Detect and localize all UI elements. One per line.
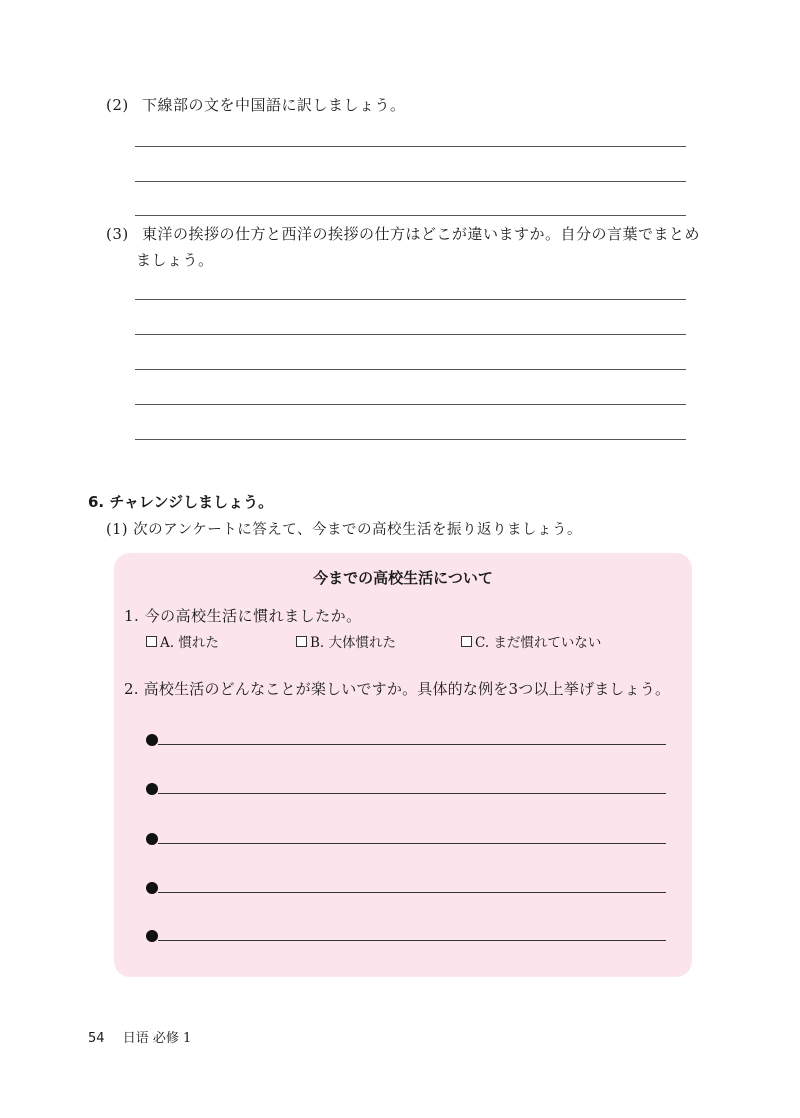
bullet-icon <box>146 734 158 746</box>
answer-bullet-4[interactable] <box>146 880 666 900</box>
answer-bullet-2[interactable] <box>146 781 666 801</box>
checkbox-c[interactable] <box>461 636 472 647</box>
survey-title: 今までの高校生活について <box>313 569 493 587</box>
answer-line[interactable] <box>135 369 686 370</box>
option-c[interactable] <box>461 631 601 651</box>
answer-line[interactable] <box>135 404 686 405</box>
question-2 <box>106 93 406 118</box>
answer-line[interactable] <box>135 299 686 300</box>
survey-question-2: 2. 高校生活のどんなことが楽しいですか。具体的な例を3つ以上挙げましょう。 <box>124 680 671 698</box>
bullet-icon <box>146 882 158 894</box>
survey-panel <box>114 553 692 977</box>
section-6-question-1: (1) 次のアンケートに答えて、今までの高校生活を振り返りましょう。 <box>106 522 582 538</box>
question-2-text: 下線部の文を中国語に訳しましょう。 <box>142 96 406 114</box>
option-a-label: A. 慣れた <box>160 635 219 651</box>
section-6-title: 6. チャレンジしましょう。 <box>88 493 274 511</box>
page-number: 54 <box>88 1031 105 1046</box>
question-3 <box>106 222 700 247</box>
option-a[interactable] <box>146 631 219 651</box>
page-footer <box>88 1027 191 1046</box>
option-b-label: B. 大体慣れた <box>310 635 397 651</box>
answer-line[interactable] <box>158 793 666 794</box>
option-c-label: C. まだ慣れていない <box>475 635 602 651</box>
answer-line[interactable] <box>158 843 666 844</box>
question-3-text-line1: 東洋の挨拶の仕方と西洋の挨拶の仕方はどこが違いますか。自分の言葉でまとめ <box>142 225 701 243</box>
checkbox-a[interactable] <box>146 636 157 647</box>
question-3-text-line2: ましょう。 <box>136 251 214 269</box>
answer-line[interactable] <box>135 181 686 182</box>
question-2-number: (2) <box>106 96 129 114</box>
option-b[interactable] <box>296 631 396 651</box>
answer-line[interactable] <box>135 439 686 440</box>
bullet-icon <box>146 930 158 942</box>
answer-line[interactable] <box>135 334 686 335</box>
checkbox-b[interactable] <box>296 636 307 647</box>
answer-bullet-1[interactable] <box>146 732 666 752</box>
survey-question-1: 1. 今の高校生活に慣れましたか。 <box>124 607 362 625</box>
answer-line[interactable] <box>135 215 686 216</box>
answer-line[interactable] <box>158 744 666 745</box>
bullet-icon <box>146 833 158 845</box>
book-title: 日语 必修 1 <box>122 1031 192 1046</box>
answer-line[interactable] <box>158 940 666 941</box>
answer-line[interactable] <box>135 146 686 147</box>
answer-bullet-3[interactable] <box>146 831 666 851</box>
answer-line[interactable] <box>158 892 666 893</box>
question-3-number: (3) <box>106 225 129 243</box>
answer-bullet-5[interactable] <box>146 928 666 948</box>
bullet-icon <box>146 783 158 795</box>
